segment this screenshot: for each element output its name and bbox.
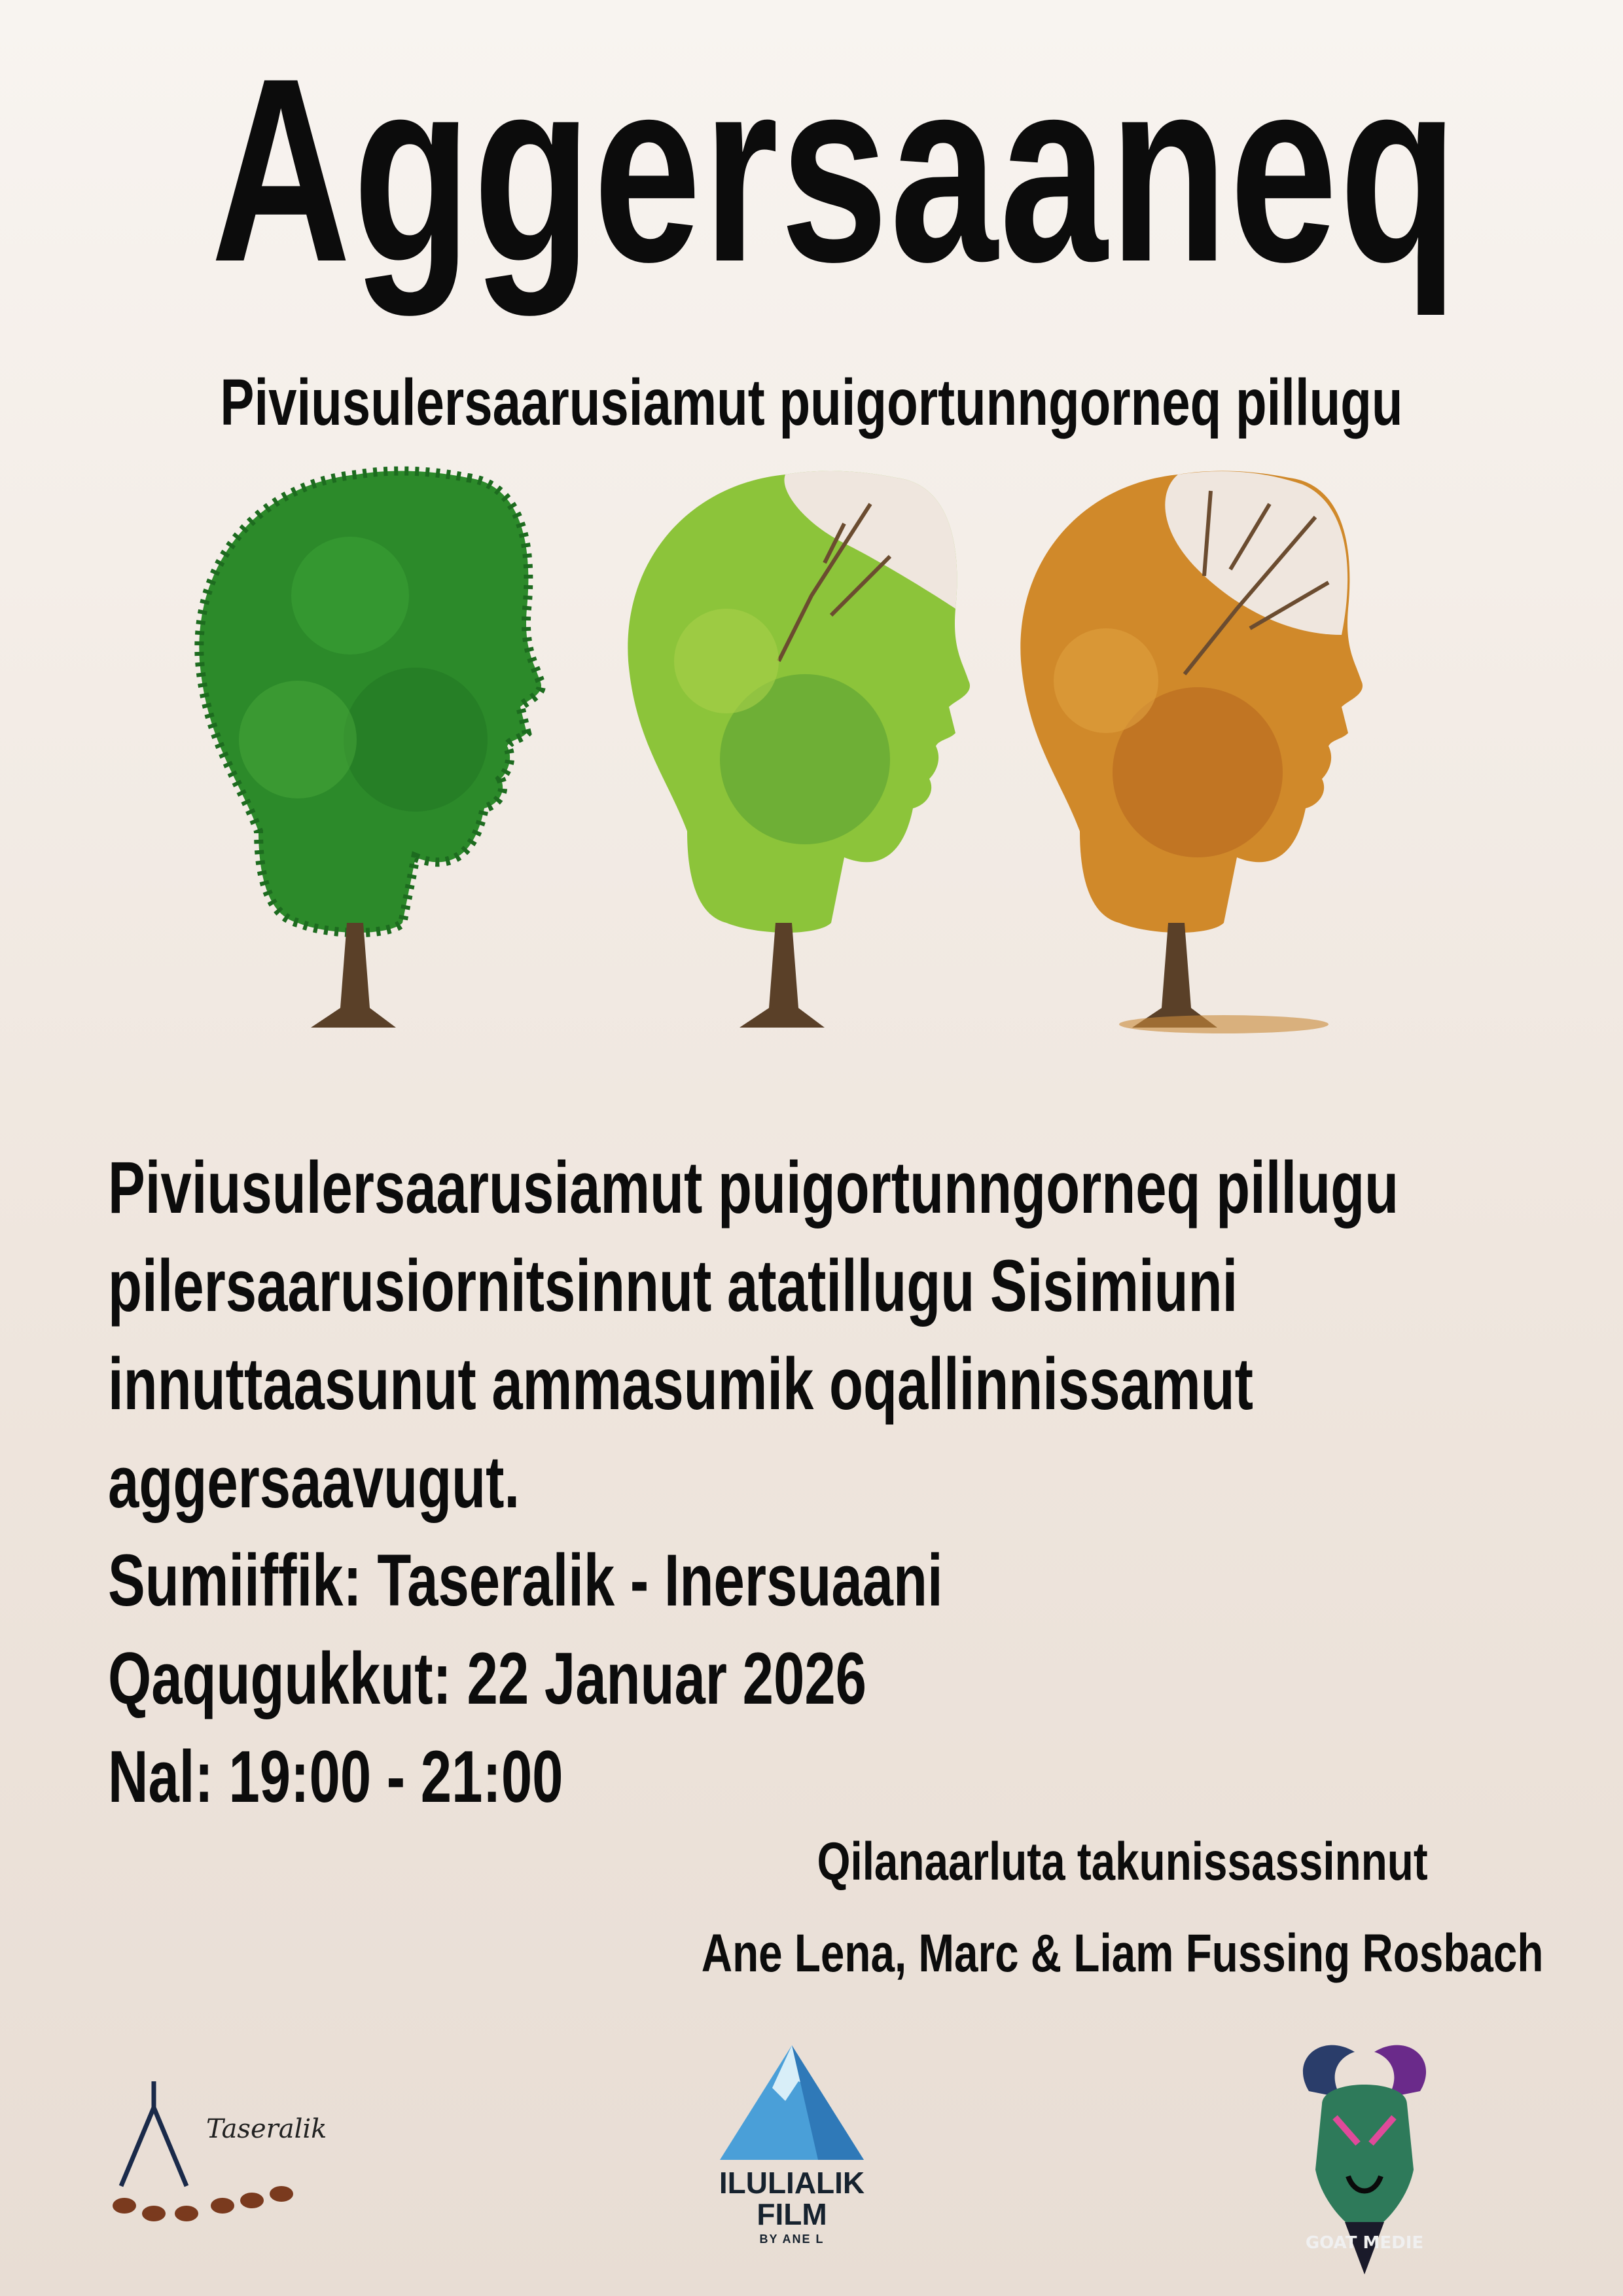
film-wordmark: FILM	[757, 2197, 827, 2231]
organizers-credit	[491, 1816, 1544, 2000]
event-date: Qaqugukkut: 22 Januar 2026	[108, 1638, 867, 1719]
description-line-4: aggersaavugut.	[108, 1441, 520, 1523]
goat-medie-logo	[1283, 2032, 1446, 2281]
goat-medie-wordmark: GOAT MEDIE	[1305, 2233, 1424, 2253]
taseralik-logo	[108, 2075, 344, 2225]
goat-head-icon	[1283, 2032, 1446, 2281]
ilulialik-wordmark: ILULIALIK	[719, 2166, 865, 2200]
green-tree-head-icon	[199, 471, 541, 1028]
by-ane-l-text: BY ANE L	[759, 2233, 825, 2246]
fading-tree-head-icon	[628, 471, 970, 1028]
poster-title: Aggersaaneq	[211, 24, 1460, 316]
event-time: Nal: 19:00 - 21:00	[108, 1736, 563, 1818]
tree-heads-illustration	[0, 452, 1623, 1113]
description-line-3: innuttaasunut ammasumik oqallinnissamut	[108, 1343, 1253, 1425]
event-description	[108, 1139, 1501, 1826]
credit-line-2: Ane Lena, Marc & Liam Fussing Rosbach	[701, 1924, 1544, 1983]
iceberg-mountain-icon	[700, 2042, 883, 2166]
description-line-2: pilersaarusiornitsinnut atatillugu Sisimiuni	[108, 1245, 1238, 1327]
taseralik-mark-icon	[108, 2075, 344, 2225]
event-venue: Sumiiffik: Taseralik - Inersuaani	[108, 1539, 943, 1621]
poster-subtitle: Piviusulersaarusiamut puigortunngorneq pillugu	[220, 366, 1403, 439]
taseralik-wordmark: Taseralik	[206, 2114, 327, 2144]
autumn-tree-head-icon	[1020, 471, 1363, 1033]
description-line-1: Piviusulersaarusiamut puigortunngorneq pillugu	[108, 1147, 1399, 1229]
ilulialik-film-logo	[700, 2042, 883, 2265]
credit-line-1: Qilanaarluta takunissassinnut	[817, 1832, 1428, 1892]
